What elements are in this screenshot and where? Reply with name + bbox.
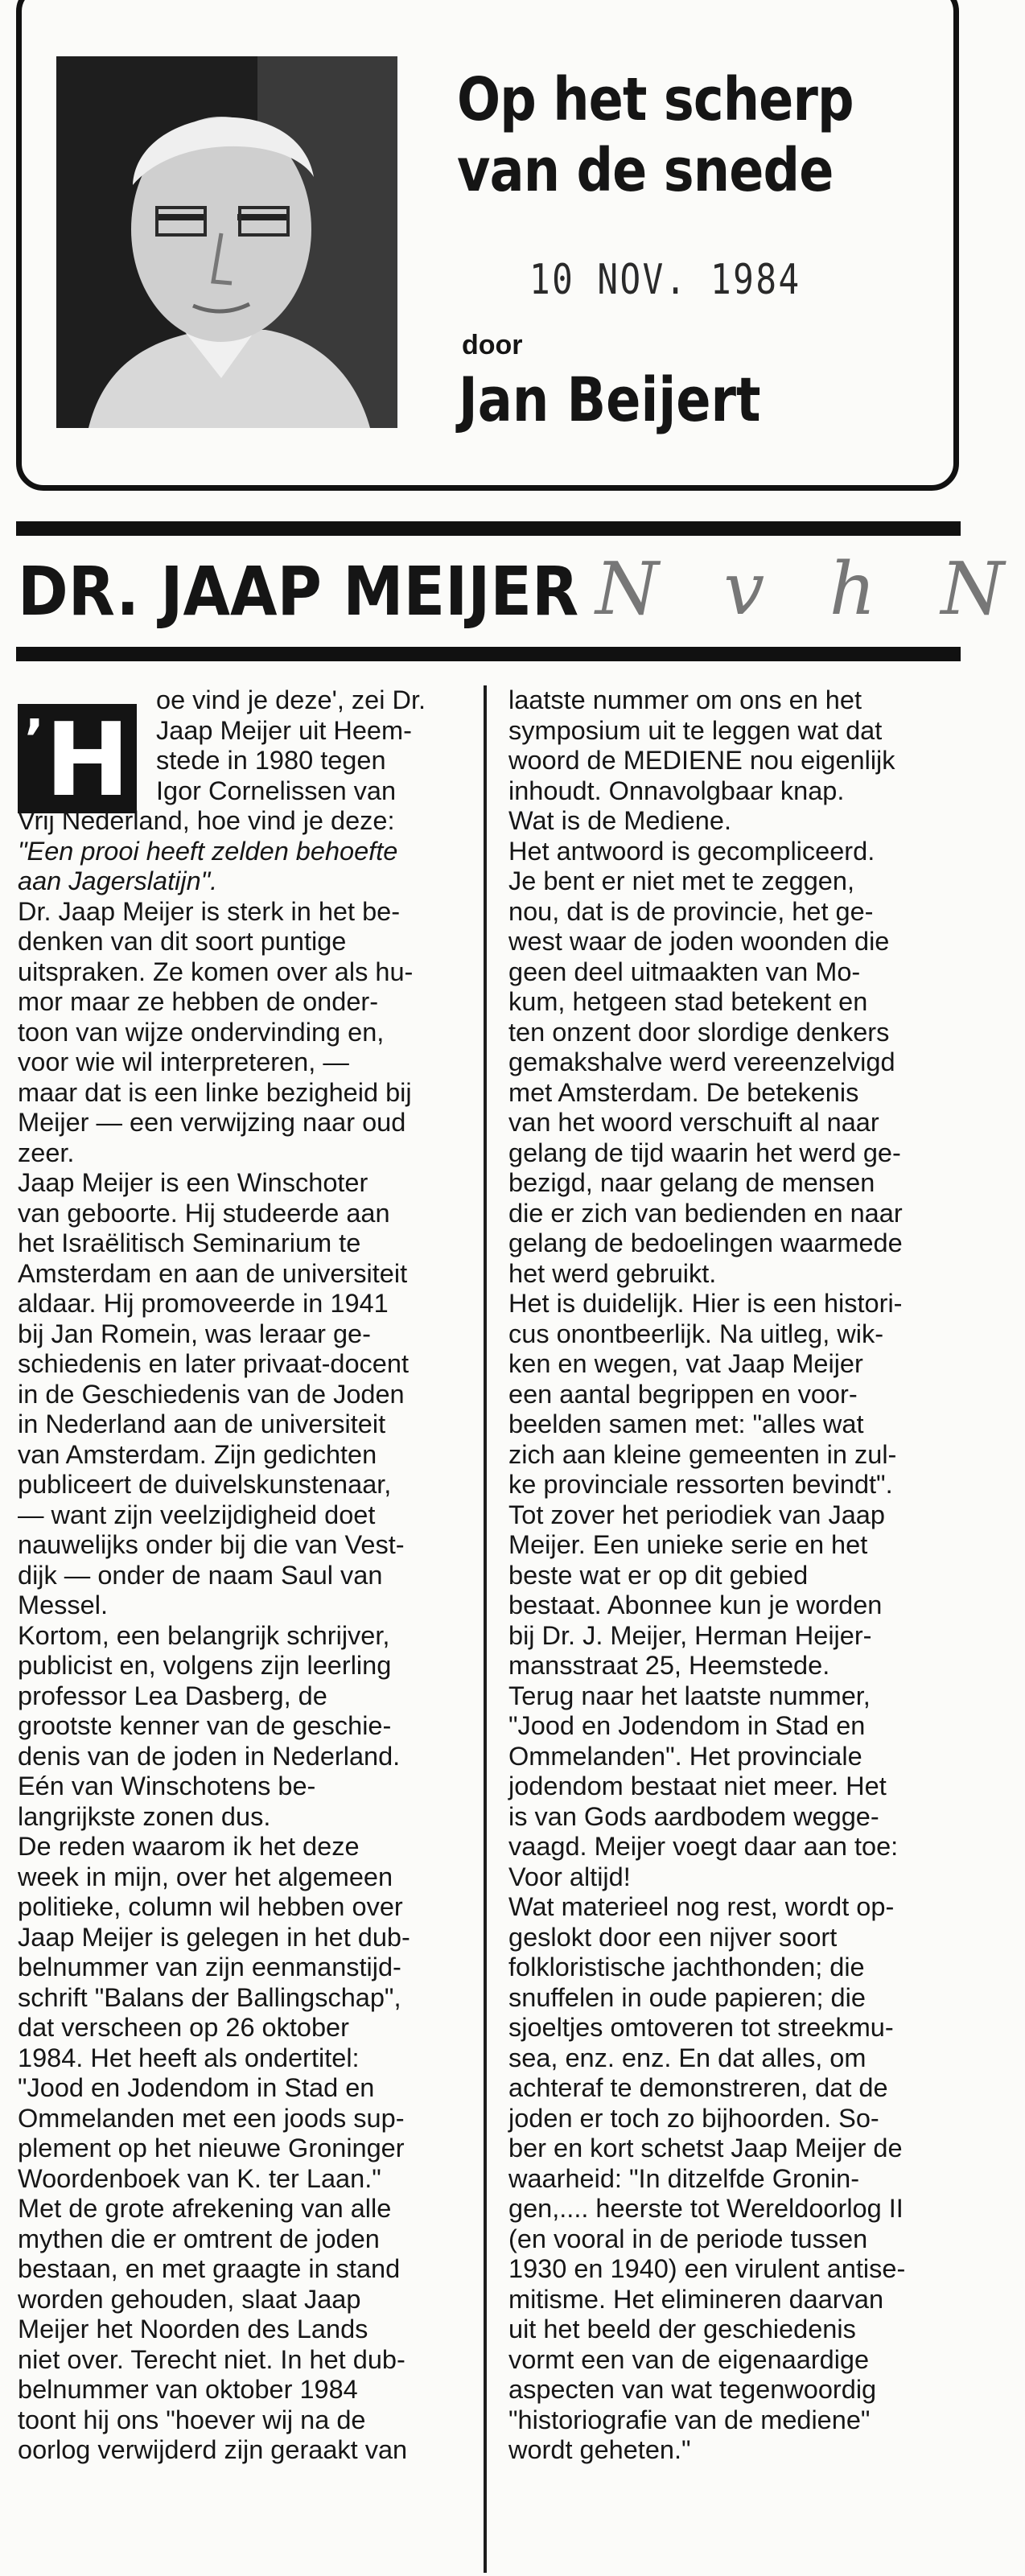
- article-line: ber en kort schetst Jaap Meijer de: [508, 2134, 903, 2162]
- article-line: vormt een van de eigenaardige: [508, 2344, 870, 2374]
- article-line: zeer.: [18, 1138, 75, 1167]
- handwritten-note: N v h N: [595, 547, 1025, 632]
- article-line: oorlog verwijderd zijn geraakt van: [18, 2435, 408, 2464]
- article-line: 1930 en 1940) een virulent antise-: [508, 2254, 906, 2283]
- article-line: "Jood en Jodendom in Stad en: [508, 1711, 866, 1740]
- article-line: politieke, column wil hebben over: [18, 1892, 403, 1921]
- article-line: Je bent er niet met te zeggen,: [508, 866, 854, 895]
- article-line: uitspraken. Ze komen over als hu-: [18, 957, 414, 986]
- article-line: geen deel uitmaakten van Mo-: [508, 957, 861, 986]
- title-line-1: Op het scherp: [457, 65, 854, 134]
- article-line: mitisme. Het elimineren daarvan: [508, 2284, 884, 2314]
- article-line: 1984. Het heeft als ondertitel:: [18, 2043, 360, 2072]
- article-line: met Amsterdam. De betekenis: [508, 1077, 859, 1107]
- article-line: gen,.... heerste tot Wereldoorlog II: [508, 2194, 904, 2223]
- article-line: Voor altijd!: [508, 1862, 631, 1891]
- article-line: nauwelijks onder bij die van Vest-: [18, 1530, 405, 1559]
- article-line: kum, hetgeen stad betekent en: [508, 987, 868, 1016]
- article-headline: DR. JAAP MEIJER: [18, 552, 579, 631]
- article-line: publicist en, volgens zijn leerling: [18, 1651, 392, 1680]
- article-column-left: [18, 685, 468, 2466]
- article-line: Jaap Meijer uit Heem-: [156, 715, 412, 745]
- article-line: bestaan, en met graagte in stand: [18, 2254, 401, 2283]
- article-line: voor wie wil interpreteren, —: [18, 1047, 349, 1076]
- byline-label: door: [462, 330, 523, 360]
- article-line: bij Dr. J. Meijer, Herman Heijer-: [508, 1620, 872, 1650]
- article-line: woord de MEDIENE nou eigenlijk: [508, 746, 895, 775]
- article-line: bestaat. Abonnee kun je worden: [508, 1590, 883, 1619]
- article-line: mythen die er omtrent de joden: [18, 2224, 380, 2253]
- article-line: Het antwoord is gecompliceerd.: [508, 836, 875, 866]
- article-line: laatste nummer om ons en het: [508, 685, 862, 714]
- article-line: is van Gods aardbodem wegge-: [508, 1801, 879, 1831]
- article-line: (en vooral in de periode tussen: [508, 2224, 868, 2253]
- article-line: geslokt door een nijver soort: [508, 1922, 838, 1952]
- article-line: week in mijn, over het algemeen: [18, 1862, 393, 1891]
- column-divider: [484, 685, 487, 2573]
- column-title: [457, 64, 854, 206]
- article-line: uit het beeld der geschiedenis: [508, 2315, 856, 2344]
- article-line: die er zich van bedienden en naar: [508, 1198, 903, 1228]
- article-line: worden gehouden, slaat Jaap: [18, 2284, 361, 2314]
- article-line: Meijer het Noorden des Lands: [18, 2315, 368, 2344]
- article-line: ken en wegen, vat Jaap Meijer: [508, 1349, 863, 1378]
- article-line: "Jood en Jodendom in Stad en: [18, 2073, 375, 2102]
- article-line: wordt geheten.": [508, 2435, 691, 2464]
- article-line: Messel.: [18, 1590, 108, 1619]
- article-line: Ommelanden met een joods sup-: [18, 2103, 405, 2133]
- bottom-rule: [16, 647, 961, 661]
- author-name: Jan Beijert: [459, 364, 761, 435]
- article-line: Ommelanden". Het provinciale: [508, 1741, 862, 1771]
- article-line: denis van de joden in Nederland.: [18, 1741, 401, 1771]
- article-line: jodendom bestaat niet meer. Het: [508, 1772, 887, 1800]
- article-line: in de Geschiedenis van de Joden: [18, 1379, 405, 1409]
- article-line: cus onontbeerlijk. Na uitleg, wik-: [508, 1319, 884, 1348]
- article-line: toont hij ons "hoever wij na de: [18, 2405, 366, 2434]
- article-line: Woordenboek van K. ter Laan.": [18, 2163, 381, 2193]
- article-line: nou, dat is de provincie, het ge-: [508, 896, 874, 926]
- article-line: het werd gebruikt.: [508, 1258, 717, 1288]
- article-line: Amsterdam en aan de universiteit: [18, 1258, 408, 1288]
- article-line: beste wat er op dit gebied: [508, 1560, 809, 1590]
- article-line: plement op het nieuwe Groninger: [18, 2134, 405, 2162]
- article-line: gelang de tijd waarin het werd ge-: [508, 1138, 901, 1167]
- article-line: Jaap Meijer is een Winschoter: [18, 1168, 368, 1197]
- article-line: gelang de bedoelingen waarmede: [508, 1228, 903, 1257]
- article-line: professor Lea Dasberg, de: [18, 1681, 327, 1710]
- article-line: denken van dit soort puntige: [18, 927, 347, 956]
- article-line: oe vind je deze', zei Dr.: [156, 685, 426, 714]
- article-line: dat verscheen op 26 oktober: [18, 2013, 349, 2042]
- article-line: belnummer van oktober 1984: [18, 2375, 358, 2404]
- article-line: aspecten van wat tegenwoordig: [508, 2375, 877, 2404]
- article-line: mansstraat 25, Heemstede.: [508, 1651, 830, 1680]
- article-line: Meijer. Een unieke serie en het: [508, 1530, 868, 1559]
- article-line: aldaar. Hij promoveerde in 1941: [18, 1289, 389, 1318]
- article-line: beelden samen met: "alles wat: [508, 1409, 864, 1438]
- article-line: schrift "Balans der Ballingschap",: [18, 1982, 401, 2012]
- article-line: De reden waarom ik het deze: [18, 1832, 360, 1861]
- article-line: het Israëlitisch Seminarium te: [18, 1228, 361, 1257]
- article-line: schiedenis en later privaat-docent: [18, 1349, 409, 1378]
- article-line: snuffelen in oude papieren; die: [508, 1982, 866, 2012]
- article-line: Igor Cornelissen van: [156, 776, 397, 805]
- article-line: stede in 1980 tegen: [156, 746, 386, 775]
- article-line: Eén van Winschotens be-: [18, 1772, 316, 1800]
- article-line: "Een prooi heeft zelden behoefte: [18, 836, 398, 866]
- author-photo: [56, 56, 397, 428]
- article-line: joden er toch zo bijhoorden. So-: [508, 2103, 879, 2133]
- article-line: van het woord verschuift al naar: [508, 1108, 879, 1137]
- article-line: aan Jagerslatijn".: [18, 866, 218, 895]
- article-line: Tot zover het periodiek van Jaap: [508, 1500, 885, 1529]
- article-line: grootste kenner van de geschie-: [18, 1711, 392, 1740]
- article-line: belnummer van zijn eenmanstijd-: [18, 1953, 401, 1981]
- article-line: Vrij Nederland, hoe vind je deze:: [18, 806, 395, 835]
- article-line: ten onzent door slordige denkers: [508, 1017, 890, 1047]
- article-line: een aantal begrippen en voor-: [508, 1379, 858, 1409]
- article-line: Wat materieel nog rest, wordt op-: [508, 1892, 895, 1921]
- article-line: maar dat is een linke bezigheid bij: [18, 1077, 412, 1107]
- article-line: dijk — onder de naam Saul van: [18, 1560, 383, 1590]
- article-line: "historiografie van de mediene": [508, 2405, 871, 2434]
- drop-cap-letter: H: [45, 701, 130, 819]
- article-line: van Amsterdam. Zijn gedichten: [18, 1439, 377, 1469]
- article-line: niet over. Terecht niet. In het dub-: [18, 2344, 405, 2374]
- article-line: Terug naar het laatste nummer,: [508, 1681, 871, 1710]
- article-line: — want zijn veelzijdigheid doet: [18, 1500, 376, 1529]
- article-line: Wat is de Mediene.: [508, 806, 731, 835]
- article-line: gemakshalve werd vereenzelvigd: [508, 1047, 895, 1076]
- article-line: Het is duidelijk. Hier is een histori-: [508, 1289, 903, 1318]
- article-column-right: [508, 685, 963, 2466]
- article-line: sea, enz. enz. En dat alles, om: [508, 2043, 867, 2072]
- title-line-2: van de snede: [457, 136, 834, 205]
- article-line: Dr. Jaap Meijer is sterk in het be-: [18, 896, 401, 926]
- article-line: Kortom, een belangrijk schrijver,: [18, 1620, 390, 1650]
- article-line: langrijkste zonen dus.: [18, 1801, 271, 1831]
- article-line: symposium uit te leggen wat dat: [508, 715, 883, 745]
- drop-cap-quote: ’: [24, 708, 45, 770]
- article-line: publiceert de duivelskunstenaar,: [18, 1470, 392, 1499]
- article-line: waarheid: "In ditzelfde Gronin-: [508, 2163, 860, 2193]
- article-line: Jaap Meijer is gelegen in het dub-: [18, 1922, 410, 1952]
- date-stamp: 10 NOV. 1984: [529, 256, 801, 304]
- article-line: sjoeltjes omtoveren tot streekmu-: [508, 2013, 894, 2042]
- article-line: zich aan kleine gemeenten in zul-: [508, 1439, 897, 1469]
- article-line: folkloristische jachthonden; die: [508, 1953, 865, 1981]
- article-line: toon van wijze ondervinding en,: [18, 1017, 385, 1047]
- article-line: achteraf te demonstreren, dat de: [508, 2073, 888, 2102]
- article-line: bezigd, naar gelang de mensen: [508, 1168, 875, 1197]
- article-line: Met de grote afrekening van alle: [18, 2194, 392, 2223]
- article-line: ke provinciale ressorten bevindt".: [508, 1470, 893, 1499]
- article-line: vaagd. Meijer voegt daar aan toe:: [508, 1832, 899, 1861]
- top-rule: [16, 521, 961, 536]
- article-line: bij Jan Romein, was leraar ge-: [18, 1319, 371, 1348]
- article-line: van geboorte. Hij studeerde aan: [18, 1198, 390, 1228]
- article-line: Meijer — een verwijzing naar oud: [18, 1108, 406, 1137]
- article-line: in Nederland aan de universiteit: [18, 1409, 386, 1438]
- article-line: west waar de joden woonden die: [508, 927, 890, 956]
- article-line: mor maar ze hebben de onder-: [18, 987, 379, 1016]
- article-line: inhoudt. Onnavolgbaar knap.: [508, 776, 845, 805]
